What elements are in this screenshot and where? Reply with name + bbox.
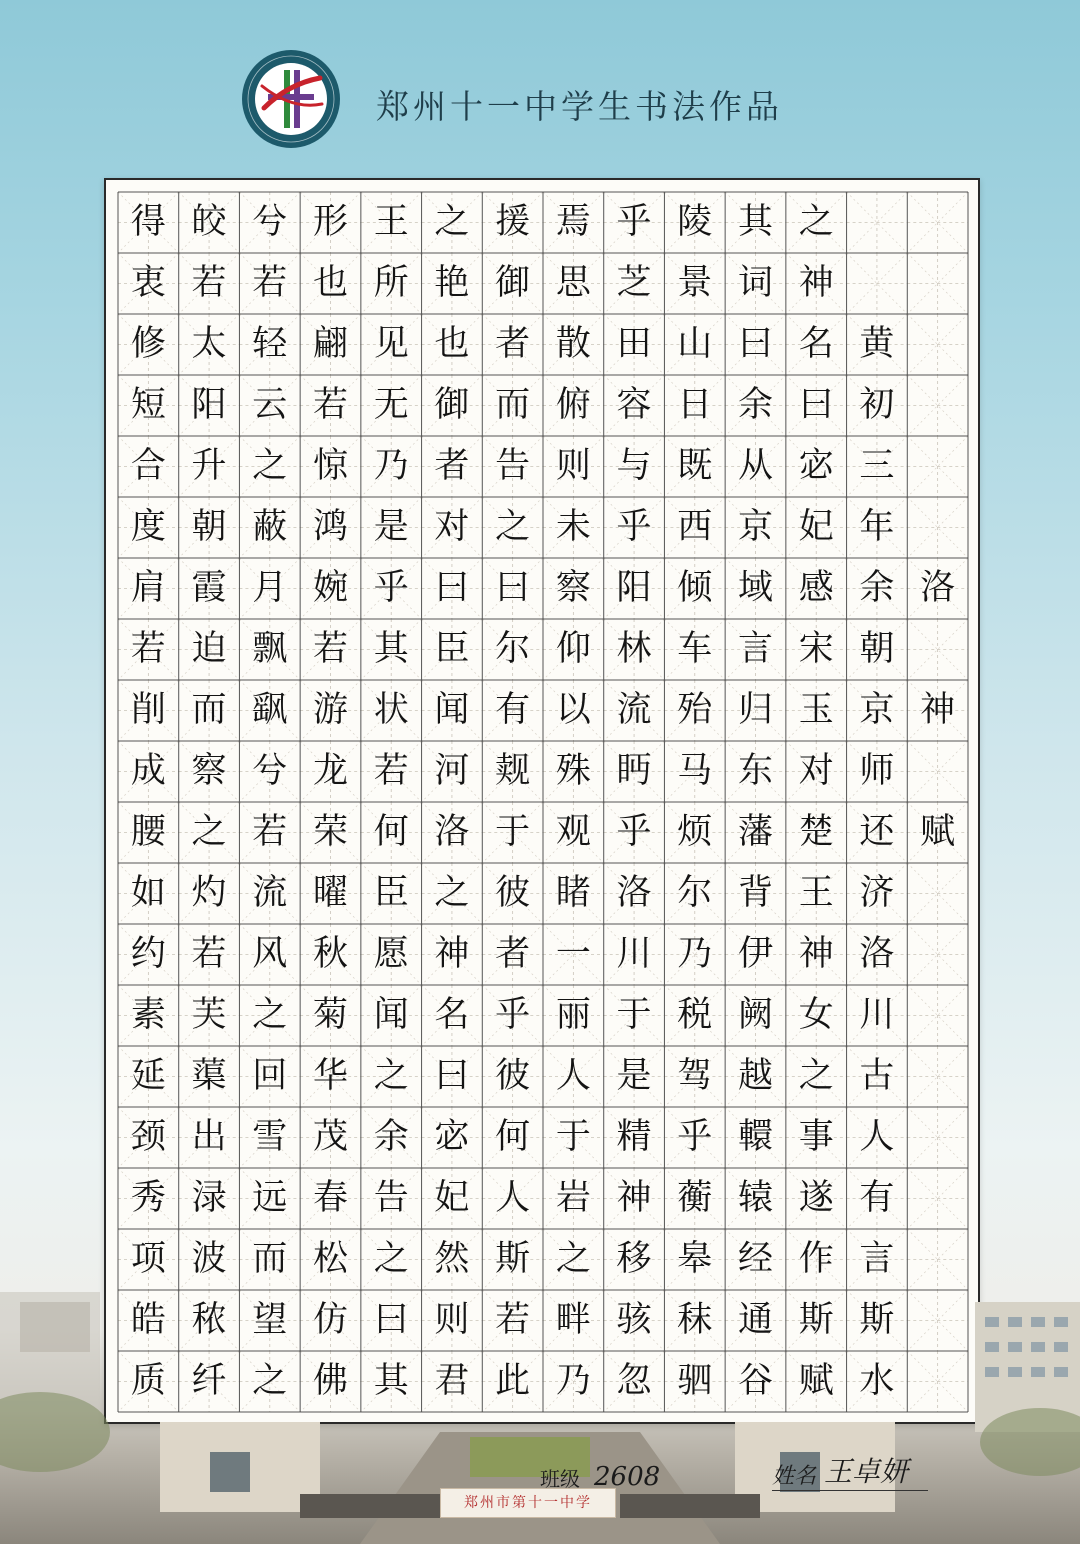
grid-cell: 项 (130, 1239, 166, 1279)
page-title: 郑州十一中学生书法作品 (376, 87, 783, 126)
grid-cell: 春 (312, 1178, 348, 1218)
grid-cell: 若 (312, 629, 348, 669)
grid-cell: 雪 (252, 1117, 288, 1157)
grid-cell: 松 (312, 1239, 348, 1279)
grid-cell: 是 (616, 1056, 652, 1096)
grid-cell: 君 (434, 1361, 470, 1401)
grid-cell: 于 (495, 812, 531, 852)
grid-cell: 回 (252, 1056, 288, 1096)
grid-cell: 灼 (191, 873, 227, 913)
grid-cell: 言 (859, 1239, 895, 1279)
grid-cell: 尔 (495, 629, 531, 669)
gate-sign: 郑州市第十一中学 (440, 1488, 616, 1518)
grid-cell: 见 (373, 324, 409, 364)
grid-cell: 阳 (191, 385, 227, 425)
grid-cell: 对 (798, 751, 834, 791)
grid-cell: 人 (859, 1117, 895, 1157)
grid-cell (907, 497, 968, 558)
grid-cell: 域 (737, 568, 773, 608)
grid-cell (907, 741, 968, 802)
grid-cell: 言 (737, 629, 773, 669)
grid-cell: 之 (434, 202, 470, 242)
grid-cell: 如 (130, 873, 166, 913)
grid-cell: 思 (555, 263, 591, 303)
grid-cell: 之 (373, 1239, 409, 1279)
grid-cell: 得 (130, 202, 166, 242)
school-logo (240, 48, 342, 150)
grid-cell: 神 (920, 690, 956, 730)
grid-cell: 闻 (373, 995, 409, 1035)
grid-cell: 秾 (191, 1300, 227, 1340)
grid-cell: 也 (312, 263, 348, 303)
class-value: 2608 (594, 1462, 661, 1492)
grid-cell: 延 (130, 1056, 166, 1096)
grid-cell (847, 192, 908, 253)
grid-cell: 乃 (555, 1361, 591, 1401)
grid-cell: 流 (252, 873, 288, 913)
grid-cell: 质 (130, 1361, 166, 1401)
grid-cell: 未 (555, 507, 591, 547)
grid-cell: 东 (737, 751, 773, 791)
grid-cell: 乎 (373, 568, 409, 608)
grid-cell: 云 (252, 385, 288, 425)
grid-cell (907, 1107, 968, 1168)
grid-cell: 飖 (252, 690, 288, 730)
grid-cell: 其 (373, 1361, 409, 1401)
name-signature: 王卓妍 (824, 1455, 909, 1488)
grid-cell: 则 (434, 1300, 470, 1340)
grid-cell: 皓 (130, 1300, 166, 1340)
grid-cell: 芝 (616, 263, 652, 303)
grid-cell: 王 (798, 873, 834, 913)
grid-cell: 阳 (616, 568, 652, 608)
grid-cell: 兮 (252, 202, 288, 242)
grid-cell: 殊 (555, 751, 591, 791)
grid-cell: 觌 (495, 751, 531, 791)
grid-cell: 肩 (130, 568, 166, 608)
grid-cell: 菊 (312, 995, 348, 1035)
grid-cell: 神 (434, 934, 470, 974)
grid-cell: 归 (737, 690, 773, 730)
grid-cell: 艳 (434, 263, 470, 303)
grid-cell: 王 (373, 202, 409, 242)
grid-cell: 词 (737, 263, 773, 303)
grid-cell: 驾 (677, 1056, 713, 1096)
grid-cell: 遂 (798, 1178, 834, 1218)
grid-cell: 荣 (312, 812, 348, 852)
grid-cell: 佛 (312, 1361, 348, 1401)
grid-cell: 游 (312, 690, 348, 730)
grid-cell: 茂 (312, 1117, 348, 1157)
grid-cell: 无 (373, 385, 409, 425)
grid-cell: 倾 (677, 568, 713, 608)
grid-cell: 之 (252, 995, 288, 1035)
grid-cell: 出 (191, 1117, 227, 1157)
grid-cell: 余 (859, 568, 895, 608)
grid-cell: 若 (495, 1300, 531, 1340)
grid-cell: 龙 (312, 751, 348, 791)
grid-cell: 何 (373, 812, 409, 852)
grid-cell: 颈 (130, 1117, 166, 1157)
grid-cell: 乃 (677, 934, 713, 974)
grid-cell: 斯 (859, 1300, 895, 1340)
grid-cell: 三 (859, 446, 895, 486)
grid-cell: 妃 (798, 507, 834, 547)
grid-cell: 芙 (191, 995, 227, 1035)
grid-cell: 形 (312, 202, 348, 242)
grid-cell (907, 985, 968, 1046)
grid-cell: 曰 (737, 324, 773, 364)
grid-cell: 此 (495, 1361, 531, 1401)
grid-cell: 事 (798, 1117, 834, 1157)
grid-cell: 济 (859, 873, 895, 913)
grid-cell: 古 (859, 1056, 895, 1096)
grid-cell: 蕖 (191, 1056, 227, 1096)
grid-cell: 斯 (798, 1300, 834, 1340)
grid-cell: 轘 (737, 1117, 773, 1157)
grid-cell: 京 (859, 690, 895, 730)
name-field (772, 1454, 928, 1491)
grid-cell: 告 (373, 1178, 409, 1218)
grid-cell: 朝 (859, 629, 895, 669)
grid-cell: 风 (252, 934, 288, 974)
grid-cell: 若 (312, 385, 348, 425)
grid-cell: 惊 (312, 446, 348, 486)
grid-cell: 彼 (495, 873, 531, 913)
grid-cell: 余 (737, 385, 773, 425)
grid-cell: 藩 (737, 812, 773, 852)
grid-cell: 轻 (252, 324, 288, 364)
grid-cell: 既 (677, 446, 713, 486)
grid-cell: 闻 (434, 690, 470, 730)
grid-cell: 岩 (555, 1178, 591, 1218)
grid-cell: 援 (495, 202, 531, 242)
grid-cell: 渌 (191, 1178, 227, 1218)
grid-cell (907, 863, 968, 924)
grid-cell: 衷 (130, 263, 166, 303)
grid-cell: 还 (859, 812, 895, 852)
grid-cell: 辕 (737, 1178, 773, 1218)
grid-cell: 伊 (737, 934, 773, 974)
grid-cell: 于 (616, 995, 652, 1035)
grid-cell: 是 (373, 507, 409, 547)
grid-cell: 田 (616, 324, 652, 364)
grid-cell: 斯 (495, 1239, 531, 1279)
grid-cell: 川 (859, 995, 895, 1035)
grid-cell: 仿 (312, 1300, 348, 1340)
grid-cell: 之 (555, 1239, 591, 1279)
grid-cell: 之 (495, 507, 531, 547)
grid-cell: 感 (798, 568, 834, 608)
grid-cell: 经 (737, 1239, 773, 1279)
grid-cell: 丽 (555, 995, 591, 1035)
grid-cell: 皎 (191, 202, 227, 242)
grid-cell: 霞 (191, 568, 227, 608)
grid-cell: 其 (373, 629, 409, 669)
grid-cell: 焉 (555, 202, 591, 242)
grid-cell: 赋 (920, 812, 956, 852)
grid-cell: 之 (252, 446, 288, 486)
grid-cell: 者 (495, 324, 531, 364)
grid-cell: 婉 (312, 568, 348, 608)
grid-cell: 若 (191, 263, 227, 303)
grid-cell: 容 (616, 385, 652, 425)
grid-cell: 洛 (434, 812, 470, 852)
grid-cell: 洛 (616, 873, 652, 913)
grid-cell: 曰 (434, 568, 470, 608)
grid-cell: 仰 (555, 629, 591, 669)
grid-cell: 之 (434, 873, 470, 913)
grid-cell: 则 (555, 446, 591, 486)
grid-cell: 若 (130, 629, 166, 669)
grid-cell: 俯 (555, 385, 591, 425)
grid-cell: 黄 (859, 324, 895, 364)
grid-cell: 兮 (252, 751, 288, 791)
grid-cell: 纤 (191, 1361, 227, 1401)
grid-cell: 鸿 (312, 507, 348, 547)
grid-cell: 修 (130, 324, 166, 364)
grid-cell: 何 (495, 1117, 531, 1157)
grid-cell: 从 (737, 446, 773, 486)
grid-cell: 神 (798, 263, 834, 303)
grid-cell: 初 (859, 385, 895, 425)
grid-cell: 忽 (616, 1361, 652, 1401)
grid-cell (907, 1046, 968, 1107)
grid-cell: 华 (312, 1056, 348, 1096)
grid-cell: 察 (191, 751, 227, 791)
grid-cell: 观 (555, 812, 591, 852)
grid-cell: 马 (677, 751, 713, 791)
grid-cell: 殆 (677, 690, 713, 730)
grid-cell: 短 (130, 385, 166, 425)
grid-cell: 约 (130, 934, 166, 974)
grid-cell: 宓 (434, 1117, 470, 1157)
grid-cell: 楚 (798, 812, 834, 852)
grid-cell: 彼 (495, 1056, 531, 1096)
grid-cell: 蔽 (252, 507, 288, 547)
grid-cell: 烦 (677, 812, 713, 852)
grid-cell: 年 (859, 507, 895, 547)
grid-cell: 宋 (798, 629, 834, 669)
grid-cell: 若 (252, 263, 288, 303)
grid-cell: 曰 (434, 1056, 470, 1096)
grid-cell: 车 (677, 629, 713, 669)
grid-cell: 乎 (616, 812, 652, 852)
grid-cell: 腰 (130, 812, 166, 852)
grid-cell: 之 (191, 812, 227, 852)
grid-cell (907, 619, 968, 680)
grid-cell: 皋 (677, 1239, 713, 1279)
grid-cell: 曰 (373, 1300, 409, 1340)
grid-cell (907, 1168, 968, 1229)
grid-cell: 曰 (798, 385, 834, 425)
grid-cell: 宓 (798, 446, 834, 486)
grid-cell: 于 (555, 1117, 591, 1157)
grid-cell: 陵 (677, 202, 713, 242)
grid-cell: 水 (859, 1361, 895, 1401)
grid-cell: 背 (737, 873, 773, 913)
character-grid (118, 192, 968, 1412)
grid-cell: 作 (798, 1239, 834, 1279)
grid-cell: 所 (373, 263, 409, 303)
grid-cell: 与 (616, 446, 652, 486)
grid-cell: 之 (798, 1056, 834, 1096)
grid-cell: 一 (555, 934, 591, 974)
grid-cell: 川 (616, 934, 652, 974)
grid-cell: 眄 (616, 751, 652, 791)
grid-cell (907, 924, 968, 985)
grid-cell: 合 (130, 446, 166, 486)
grid-cell: 阙 (737, 995, 773, 1035)
grid-cell: 谷 (737, 1361, 773, 1401)
grid-cell: 尔 (677, 873, 713, 913)
grid-cell: 者 (434, 446, 470, 486)
grid-cell: 愿 (373, 934, 409, 974)
grid-cell: 乎 (616, 202, 652, 242)
grid-cell: 也 (434, 324, 470, 364)
grid-cell: 太 (191, 324, 227, 364)
grid-cell: 妃 (434, 1178, 470, 1218)
grid-cell: 秣 (677, 1300, 713, 1340)
grid-cell: 月 (252, 568, 288, 608)
grid-cell: 流 (616, 690, 652, 730)
grid-cell: 神 (616, 1178, 652, 1218)
grid-cell: 而 (191, 690, 227, 730)
school-emblem-icon (240, 48, 342, 150)
name-label: 姓名 (772, 1464, 817, 1489)
grid-cell: 成 (130, 751, 166, 791)
grid-cell: 升 (191, 446, 227, 486)
grid-cell: 者 (495, 934, 531, 974)
grid-cell (907, 314, 968, 375)
grid-cell: 越 (737, 1056, 773, 1096)
grid-cell: 朝 (191, 507, 227, 547)
grid-cell: 睹 (555, 873, 591, 913)
grid-cell: 移 (616, 1239, 652, 1279)
grid-cell: 京 (737, 507, 773, 547)
grid-cell: 西 (677, 507, 713, 547)
grid-cell: 臣 (434, 629, 470, 669)
grid-cell: 神 (798, 934, 834, 974)
grid-cell: 御 (434, 385, 470, 425)
grid-cell: 而 (495, 385, 531, 425)
grid-cell: 有 (859, 1178, 895, 1218)
grid-cell: 飘 (252, 629, 288, 669)
grid-cell: 名 (434, 995, 470, 1035)
grid-cell: 臣 (373, 873, 409, 913)
calligraphy-sheet (104, 178, 980, 1424)
grid-cell: 有 (495, 690, 531, 730)
grid-cell: 曜 (312, 873, 348, 913)
grid-cell: 波 (191, 1239, 227, 1279)
grid-cell: 若 (252, 812, 288, 852)
grid-cell (847, 253, 908, 314)
grid-cell: 名 (798, 324, 834, 364)
grid-cell: 然 (434, 1239, 470, 1279)
grid-cell: 削 (130, 690, 166, 730)
class-label: 班级 (540, 1467, 580, 1491)
grid-cell: 洛 (920, 568, 956, 608)
grid-cell: 山 (677, 324, 713, 364)
grid-cell: 翩 (312, 324, 348, 364)
grid-cell: 人 (495, 1178, 531, 1218)
grid-cell: 赋 (798, 1361, 834, 1401)
grid-cell: 远 (252, 1178, 288, 1218)
grid-cell: 玉 (798, 690, 834, 730)
grid-cell: 之 (798, 202, 834, 242)
grid-cell: 之 (252, 1361, 288, 1401)
grid-cell: 告 (495, 446, 531, 486)
grid-cell: 乃 (373, 446, 409, 486)
grid-cell: 望 (252, 1300, 288, 1340)
grid-cell: 驷 (677, 1361, 713, 1401)
grid-cell: 度 (130, 507, 166, 547)
grid-cell (907, 192, 968, 253)
grid-cell: 散 (555, 324, 591, 364)
grid-cell: 人 (555, 1056, 591, 1096)
grid-cell: 其 (737, 202, 773, 242)
grid-cell: 通 (737, 1300, 773, 1340)
grid-cell: 师 (859, 751, 895, 791)
grid-cell: 税 (677, 995, 713, 1035)
grid-cell: 骇 (616, 1300, 652, 1340)
grid-cell: 女 (798, 995, 834, 1035)
grid-cell: 精 (616, 1117, 652, 1157)
grid-cell: 畔 (555, 1300, 591, 1340)
grid-cell: 对 (434, 507, 470, 547)
grid-cell: 余 (373, 1117, 409, 1157)
grid-cell: 秋 (312, 934, 348, 974)
grid-cell: 景 (677, 263, 713, 303)
grid-cell: 乎 (495, 995, 531, 1035)
grid-cell: 林 (616, 629, 652, 669)
grid-cell: 之 (373, 1056, 409, 1096)
grid-cell: 素 (130, 995, 166, 1035)
grid-cell: 状 (373, 690, 409, 730)
grid-cell (907, 375, 968, 436)
grid-cell (907, 253, 968, 314)
grid-cell: 秀 (130, 1178, 166, 1218)
grid-cell: 察 (555, 568, 591, 608)
grid-cell: 以 (555, 690, 591, 730)
grid-cell: 河 (434, 751, 470, 791)
grid-cell: 乎 (677, 1117, 713, 1157)
grid-cell: 御 (495, 263, 531, 303)
grid-cell: 迫 (191, 629, 227, 669)
class-field (540, 1458, 660, 1492)
grid-cell (907, 436, 968, 497)
grid-cell: 蘅 (677, 1178, 713, 1218)
grid-cell: 而 (252, 1239, 288, 1279)
grid-cell: 曰 (495, 568, 531, 608)
grid-cell: 洛 (859, 934, 895, 974)
grid-cell: 日 (677, 385, 713, 425)
grid-cell: 若 (191, 934, 227, 974)
grid-cell: 若 (373, 751, 409, 791)
grid-cell: 乎 (616, 507, 652, 547)
